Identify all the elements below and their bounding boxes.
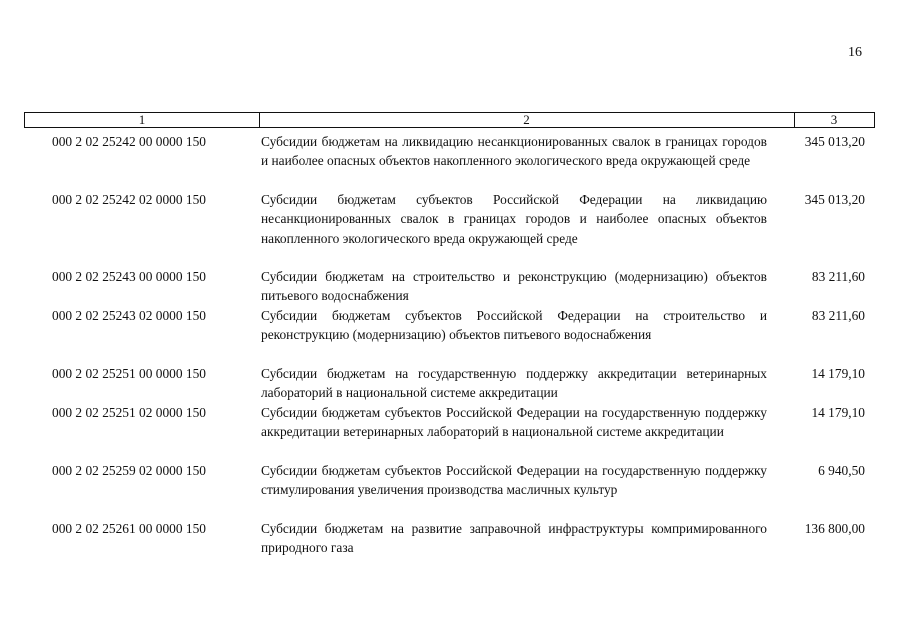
row-amount: 345 013,20 (804, 134, 865, 149)
row-description: Субсидии бюджетам субъектов Российской Федерации на строительство и реконструкцию (модернизацию) объектов питьевого водоснабжения (261, 308, 767, 343)
row-amount: 83 211,60 (811, 308, 865, 323)
header-col-2: 2 (259, 113, 795, 127)
row-description: Субсидии бюджетам на ликвидацию несанкционированных свалок в границах городов и наиболее опасных объектов накопленного экологического вреда окружающей среде (261, 134, 767, 169)
row-code: 000 2 02 25251 02 0000 150 (52, 405, 206, 420)
row-amount: 14 179,10 (811, 405, 865, 420)
row-code: 000 2 02 25242 02 0000 150 (52, 192, 206, 207)
page-number: 16 (848, 45, 862, 60)
row-code: 000 2 02 25259 02 0000 150 (52, 463, 206, 478)
row-amount: 136 800,00 (804, 521, 865, 536)
header-col-1: 1 (25, 113, 260, 127)
row-code: 000 2 02 25243 02 0000 150 (52, 308, 206, 323)
row-description: Субсидии бюджетам субъектов Российской Федерации на ликвидацию несанкционированных свалок в границах городов и наиболее опасных объектов накопленного экологического вреда окружающей среде (261, 192, 767, 246)
row-description: Субсидии бюджетам на строительство и реконструкцию (модернизацию) объектов питьевого водоснабжения (261, 269, 767, 304)
row-code: 000 2 02 25251 00 0000 150 (52, 366, 206, 381)
row-code: 000 2 02 25261 00 0000 150 (52, 521, 206, 536)
row-description: Субсидии бюджетам на государственную поддержку аккредитации ветеринарных лабораторий в национальной системе аккредитации (261, 366, 767, 401)
row-description: Субсидии бюджетам субъектов Российской Федерации на государственную поддержку стимулирования увеличения производства масличных культур (261, 463, 767, 498)
row-amount: 83 211,60 (811, 269, 865, 284)
row-code: 000 2 02 25242 00 0000 150 (52, 134, 206, 149)
row-code: 000 2 02 25243 00 0000 150 (52, 269, 206, 284)
row-description: Субсидии бюджетам на развитие заправочной инфраструктуры компримированного природного газа (261, 521, 767, 556)
row-amount: 345 013,20 (804, 192, 865, 207)
table-header (24, 112, 875, 128)
header-col-3: 3 (830, 112, 838, 127)
row-amount: 14 179,10 (811, 366, 865, 381)
row-amount: 6 940,50 (818, 463, 865, 478)
row-description: Субсидии бюджетам субъектов Российской Федерации на государственную поддержку аккредитации ветеринарных лабораторий в национальной системе аккредитации (261, 405, 767, 440)
